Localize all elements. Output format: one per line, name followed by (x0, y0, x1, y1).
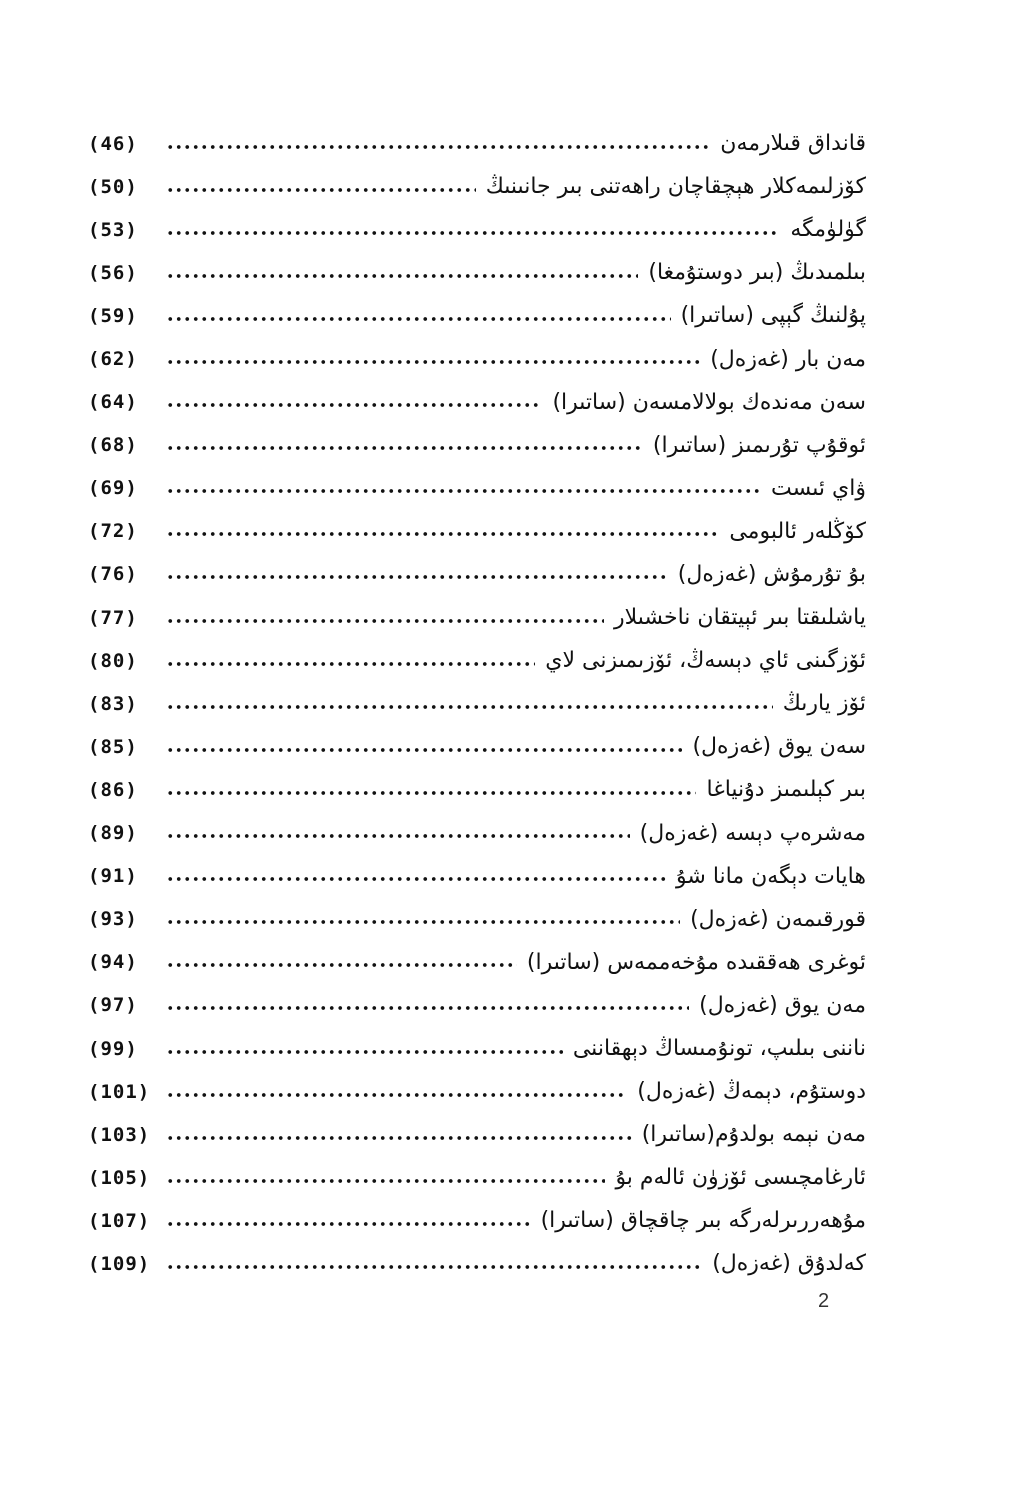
toc-page-number: (86) (88, 778, 138, 801)
dot-leader (166, 1005, 689, 1011)
toc-page-number: (101) (88, 1080, 151, 1103)
toc-entry-title: قورقىمەن (غەزەل) (690, 906, 866, 932)
toc-entry-title: كۆڭلەر ئالبومى (729, 518, 866, 544)
toc-entry (88, 855, 866, 898)
dot-leader (166, 574, 668, 580)
toc-entry (88, 553, 866, 596)
page-number: 2 (818, 1290, 830, 1312)
dot-leader (166, 962, 517, 968)
toc-page-number: (105) (88, 1166, 151, 1189)
toc-entry (88, 941, 866, 984)
toc-entry (88, 984, 866, 1027)
toc-entry (88, 1027, 866, 1070)
toc-page-number: (94) (88, 951, 138, 974)
toc-page-number: (99) (88, 1037, 138, 1060)
dot-leader (166, 230, 780, 236)
toc-entry-title: گۈلۈمگە (790, 217, 866, 243)
toc-entry-title: مەن بار (غەزەل) (710, 346, 866, 372)
toc-page-number: (107) (88, 1209, 151, 1232)
toc-entry (88, 1070, 866, 1113)
dot-leader (166, 1221, 531, 1227)
toc-entry (88, 682, 866, 725)
toc-page-number: (83) (88, 692, 138, 715)
toc-page-number: (59) (88, 304, 138, 327)
toc-entry (88, 1113, 866, 1156)
toc-entry-title: سەن يوق (غەزەل) (692, 734, 866, 760)
toc-page-number: (69) (88, 477, 138, 500)
toc-page-number: (72) (88, 520, 138, 543)
dot-leader (166, 790, 696, 796)
toc-page-number: (56) (88, 261, 138, 284)
toc-entry (88, 208, 866, 251)
toc-entry-title: ياشلىقتا بىر ئېيتقان ناخشىلار (613, 605, 866, 631)
dot-leader (166, 876, 666, 882)
toc-page-number: (93) (88, 908, 138, 931)
toc-page-number: (46) (88, 132, 138, 155)
toc-entry-title: مەشرەپ دېسە (غەزەل) (639, 820, 866, 846)
toc-entry (88, 381, 866, 424)
toc-page-number: (64) (88, 391, 138, 414)
toc-entry-title: دوستۇم، دېمەڭ (غەزەل) (637, 1079, 866, 1105)
toc-entry (88, 424, 866, 467)
toc-entry-title: ئارغامچىسى ئۆزۈن ئالەم بۇ (615, 1165, 866, 1191)
toc-entry (88, 165, 866, 208)
dot-leader (166, 919, 680, 925)
toc-page-number: (50) (88, 175, 138, 198)
dot-leader (166, 1092, 627, 1098)
toc-entry (88, 725, 866, 768)
toc-page-number: (76) (88, 563, 138, 586)
dot-leader (166, 402, 542, 408)
toc-entry-title: مۇھەررىرلەرگە بىر چاقچاق (ساتىرا) (540, 1208, 866, 1234)
dot-leader (166, 833, 630, 839)
dot-leader (166, 747, 682, 753)
toc-page-number: (97) (88, 994, 138, 1017)
toc-entry (88, 1199, 866, 1242)
toc-entry-title: ئۆز يارىڭ (782, 691, 866, 717)
toc-entry-title: بۇ تۇرمۇش (غەزەل) (677, 561, 866, 587)
toc-entry (88, 122, 866, 165)
dot-leader (166, 1264, 702, 1270)
toc-entry-title: قانداق قىلارمەن (720, 131, 866, 157)
toc-entry (88, 251, 866, 294)
dot-leader (166, 316, 671, 322)
toc-entry (88, 510, 866, 553)
toc-entry-title: مەن يوق (غەزەل) (699, 992, 866, 1018)
toc-entry-title: بىلمىدىڭ (بىر دوستۇمغا) (648, 260, 866, 286)
toc-entry-title: پۇلنىڭ گېپى (ساتىرا) (680, 303, 866, 329)
toc-page-number: (85) (88, 735, 138, 758)
dot-leader (166, 488, 761, 494)
toc-page-number: (53) (88, 218, 138, 241)
dot-leader (166, 661, 535, 667)
toc-entry (88, 596, 866, 639)
toc-entry (88, 1156, 866, 1199)
dot-leader (166, 1135, 632, 1141)
toc-entry-title: ئوغرى ھەققىدە مۇخەممەس (ساتىرا) (526, 949, 866, 975)
toc-entry (88, 337, 866, 380)
table-of-contents (88, 122, 866, 1286)
dot-leader (166, 1178, 605, 1184)
toc-entry-title: سەن مەندەك بولالامسەن (ساتىرا) (552, 389, 866, 415)
toc-page-number: (62) (88, 348, 138, 371)
toc-entry (88, 639, 866, 682)
dot-leader (166, 704, 773, 710)
toc-page-number: (103) (88, 1123, 151, 1146)
dot-leader (166, 273, 638, 279)
toc-entry (88, 1242, 866, 1285)
toc-page-number: (91) (88, 865, 138, 888)
dot-leader (166, 1049, 563, 1055)
toc-entry (88, 898, 866, 941)
dot-leader (166, 359, 700, 365)
toc-entry (88, 294, 866, 337)
toc-page-number: (77) (88, 606, 138, 629)
toc-entry (88, 768, 866, 811)
dot-leader (166, 144, 710, 150)
dot-leader (166, 531, 719, 537)
toc-entry-title: ئۆزگىنى ئاي دېسەڭ، ئۆزىمىزنى لاي (545, 648, 866, 674)
toc-entry-title: كەلدۇق (غەزەل) (712, 1251, 866, 1277)
toc-entry-title: ناننى بىلىپ، تونۇمىساڭ دېھقاننى (572, 1036, 866, 1062)
toc-entry-title: ھايات دېگەن مانا شۇ (676, 863, 866, 889)
dot-leader (166, 445, 643, 451)
toc-page-number: (89) (88, 822, 138, 845)
toc-entry (88, 467, 866, 510)
toc-entry-title: بىر كېلىمىز دۇنياغا (706, 777, 866, 803)
toc-page-number: (109) (88, 1252, 151, 1275)
toc-page-number: (68) (88, 434, 138, 457)
dot-leader (166, 618, 604, 624)
toc-entry-title: مەن نېمە بولدۇم(ساتىرا) (641, 1122, 866, 1148)
toc-entry-title: كۆزلىمەكلار ھېچقاچان راھەتنى بىر جانىنىڭ (485, 174, 866, 200)
toc-entry-title: ئوقۇپ تۇرىمىز (ساتىرا) (652, 432, 866, 458)
toc-entry (88, 812, 866, 855)
toc-page-number: (80) (88, 649, 138, 672)
dot-leader (166, 187, 476, 193)
toc-entry-title: ۋاي ئىست (771, 475, 866, 501)
